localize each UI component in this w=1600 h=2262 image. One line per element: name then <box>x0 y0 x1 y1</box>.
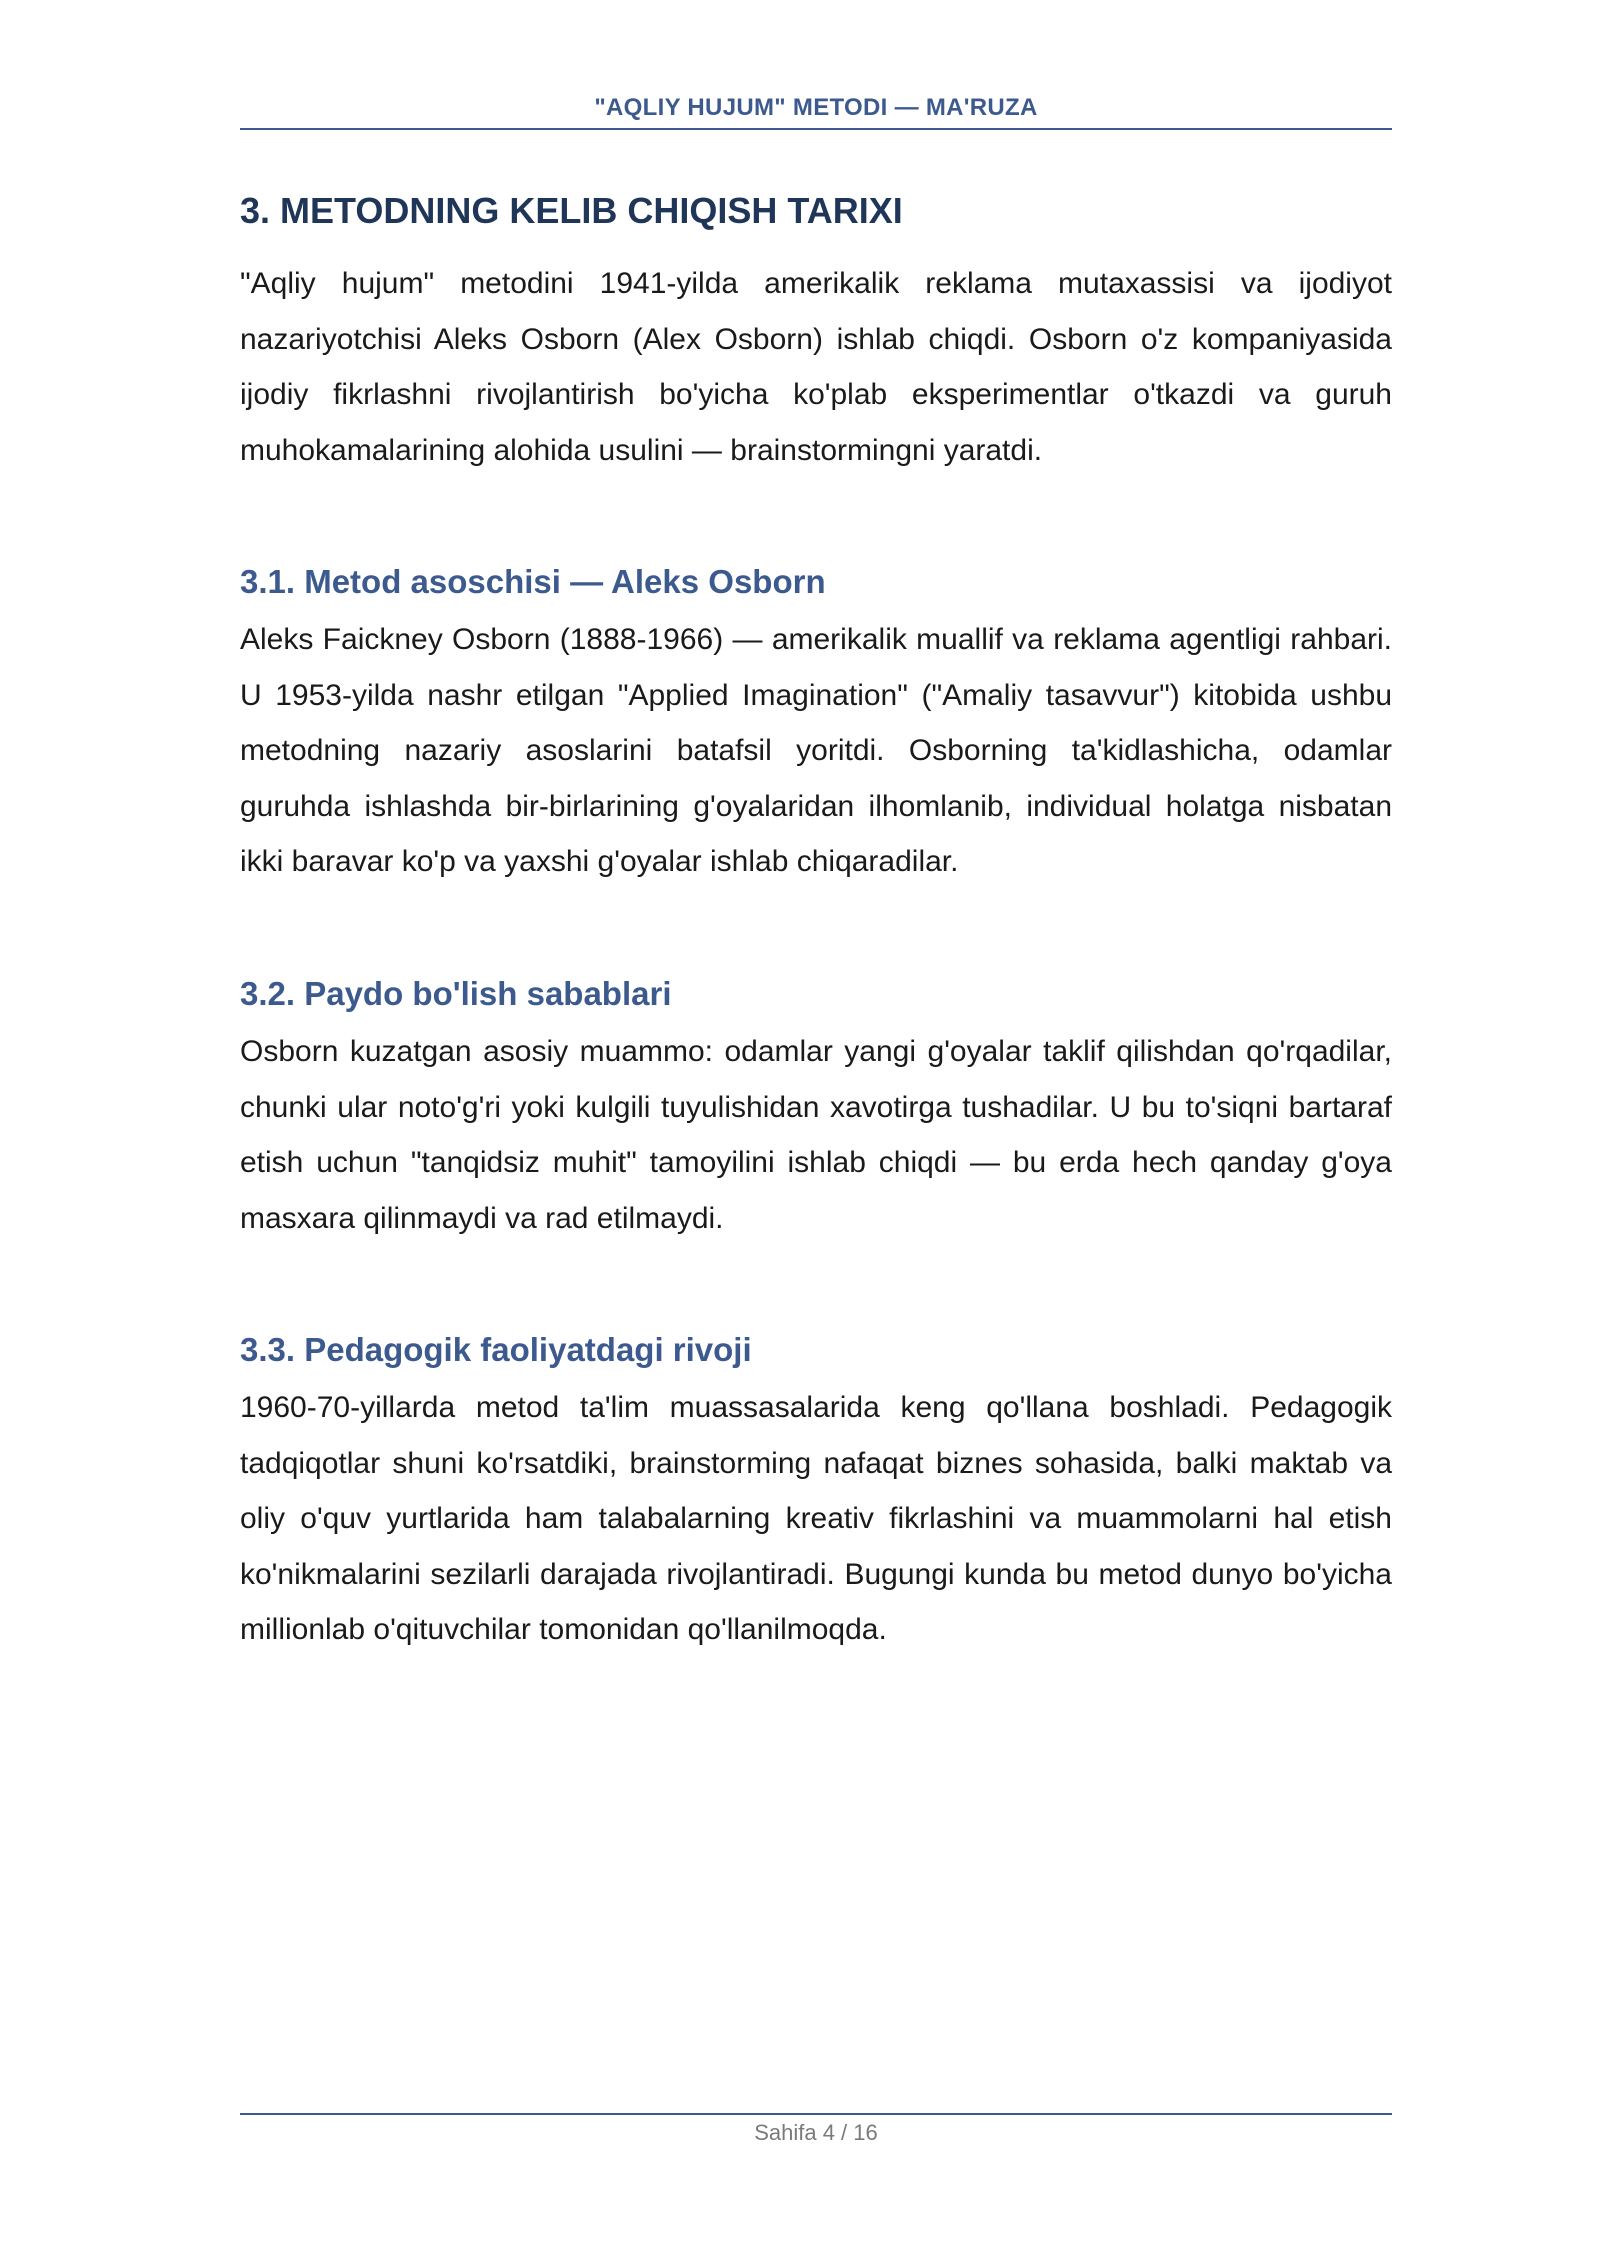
running-header: "AQLIY HUJUM" METODI — MA'RUZA <box>594 94 1038 121</box>
section-title: 3. METODNING KELIB CHIQISH TARIXI <box>240 190 903 231</box>
section-intro-paragraph: "Aqliy hujum" metodini 1941-yilda amerikalik reklama mutaxassisi va ijodiyot nazariyotchisi Aleks Osborn (Alex Osborn) ishlab chiqdi. Osborn o'z kompaniyasida ijodiy fikrlashni rivojlantirish bo'yicha ko'plab eksperimentlar o'tkazdi va guruh muhokamalarining alohida usulini — brainstormingni yaratdi. <box>240 267 1392 467</box>
subsection-paragraph-3-3: 1960-70-yillarda metod ta'lim muassasalarida keng qo'llana boshladi. Pedagogik tadqiqotlar shuni ko'rsatdiki, brainstorming nafaqat biznes sohasida, balki maktab va oliy o'quv yurtlarida ham talabalarning kreativ fikrlashini va muammolarni hal etish ko'nikmalarini sezilarli darajada rivojlantiradi. Bugungi kunda bu metod dunyo bo'yicha millionlab o'qituvchilar tomonidan qo'llanilmoqda. <box>240 1391 1392 1646</box>
subsection-paragraph-3-1: Aleks Faickney Osborn (1888-1966) — amerikalik muallif va reklama agentligi rahbari. U 1953-yilda nashr etilgan "Applied Imagination" ("Amaliy tasavvur") kitobida ushbu metodning nazariy asoslarini batafsil yoritdi. Osborning ta'kidlashicha, odamlar guruhda ishlashda bir-birlarining g'oyalaridan ilhomlanib, individual holatga nisbatan ikki baravar ko'p va yaxshi g'oyalar ishlab chiqaradilar. <box>240 623 1392 878</box>
subsection-title-3-2: 3.2. Paydo bo'lish sabablari <box>240 975 672 1012</box>
subsection-paragraph-3-2: Osborn kuzatgan asosiy muammo: odamlar yangi g'oyalar taklif qilishdan qo'rqadilar, chunki ular noto'g'ri yoki kulgili tuyulishidan xavotirga tushadilar. U bu to'siqni bartaraf etish uchun "tanqidsiz muhit" tamoyilini ishlab chiqdi — bu erda hech qanday g'oya masxara qilinmaydi va rad etilmaydi. <box>240 1035 1392 1235</box>
document-page <box>240 0 1392 2262</box>
subsection-title-3-3: 3.3. Pedagogik faoliyatdagi rivoji <box>240 1331 752 1368</box>
subsection-title-3-1: 3.1. Metod asoschisi — Aleks Osborn <box>240 563 826 600</box>
page-number: Sahifa 4 / 16 <box>754 2120 878 2145</box>
footer-divider <box>240 2113 1392 2115</box>
header-divider <box>240 128 1392 130</box>
